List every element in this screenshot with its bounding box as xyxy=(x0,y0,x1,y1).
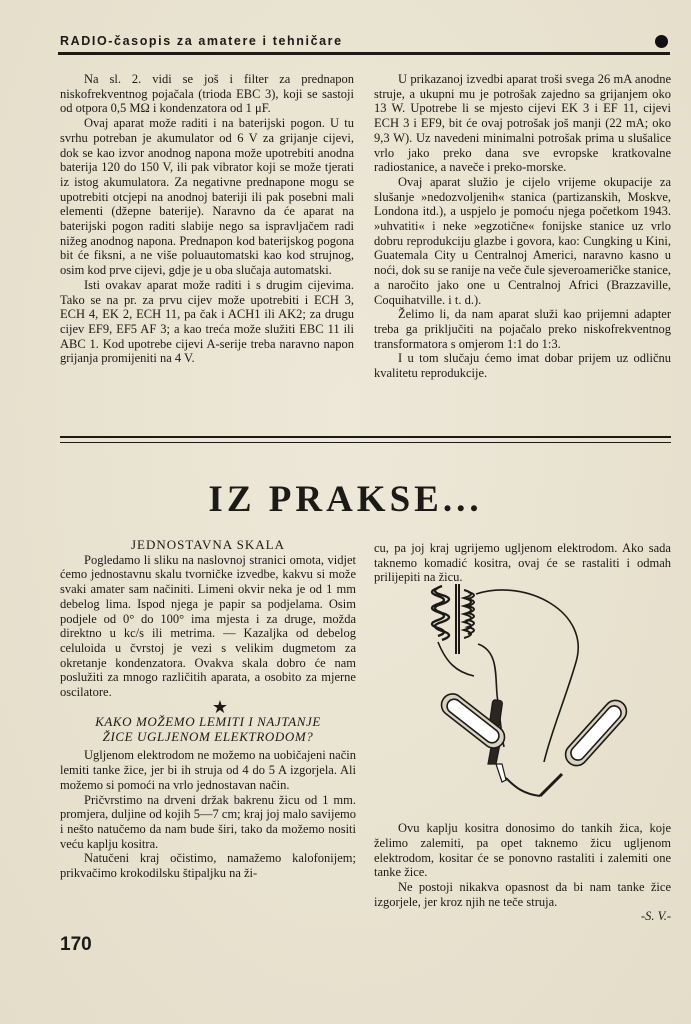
paragraph: Natučeni kraj očistimo, namažemo kalofonijem; prikvačimo krokodilsku štipaljku na ži- xyxy=(60,851,356,881)
top-right-column xyxy=(374,72,671,381)
paragraph: I u tom slučaju ćemo imat dobar prijem uz odličnu kvalitetu reprodukcije. xyxy=(374,351,671,381)
soldering-illustration xyxy=(416,582,638,822)
header-rule xyxy=(58,52,670,55)
paragraph: cu, pa joj kraj ugrijemo ugljenom elektrodom. Ako sada taknemo komadić kositra, ovaj će se rastaliti i odmah prilijepiti na žicu. xyxy=(374,541,671,585)
article-heading: JEDNOSTAVNA SKALA xyxy=(130,537,286,552)
running-head-text: RADIO-časopis za amatere i tehničare xyxy=(60,34,343,48)
paragraph: Pogledamo li sliku na naslovnoj stranici omota, vidjet ćemo jednostavnu skalu tvorničke izvedbe, kakvu si može svaki amater sam načiniti. Limeni okvir neka je od 1 mm debelog lima. Ispod njega je papir sa podjelama. Osim podjele od 0° do 100° ima mjesta i za druge, možda direktno u kc/s ili metrima. — Kazaljka od debelog celuloida u čvrstoj je vezi s velikim dugmetom za okretanje kondenzatora. Ovakva skala dobro će nam poslužiti za mnogo različitih aparata, a osobito za mjerne oscilatore. xyxy=(60,552,356,700)
header-bullet-icon xyxy=(655,35,668,48)
article-heading-line: ŽICE UGLJENOM ELEKTRODOM? xyxy=(102,729,314,745)
paragraph: Želimo li, da nam aparat služi kao prijemni adapter treba ga priključiti na pojačalo preko niskofrekventnog transformatora s omjerom 1:1 do 1:3. xyxy=(374,307,671,351)
star-separator-icon: ★ xyxy=(211,696,229,717)
article-heading-line: KAKO MOŽEMO LEMITI I NAJTANJE xyxy=(95,714,321,730)
paragraph: Ugljenom elektrodom ne možemo na uobičajeni način lemiti tanke žice, jer bi ih struja od 4 do 5 A izgorjela. Ali možemo si pomoći na vrlo jednostavan način. xyxy=(60,748,356,792)
top-left-column xyxy=(60,72,354,366)
paragraph: Ne postoji nikakva opasnost da bi nam tanke žice izgorjele, jer kroz njih ne teče struja. xyxy=(374,879,671,909)
coil-icon xyxy=(432,586,449,640)
article-heading xyxy=(60,714,356,744)
paragraph: Na sl. 2. vidi se još i filter za prednapon niskofrekventnog pojačala (trioda EBC 3), koji se sastoji od otpora 0,5 MΩ i kondenzatora od 1 μF. xyxy=(60,72,354,116)
transformer-icon xyxy=(456,584,474,654)
paragraph: U prikazanoj izvedbi aparat troši svega 26 mA anodne struje, a ukupni mu je potrošak zajedno sa grijanjem oko 13 W. Upotrebe li se mjesto cijevi EK 3 i EF 11, cijevi ECH 3 i EF9, bit će ovaj potrošak još manji (22 mA; oko 9,3 W). Uz navedeni minimalni potrošak prima u slušalice vrlo jako preko dana sve evropske kratkovalne radiostanice, a naveče i preko-morske. xyxy=(374,72,671,175)
paragraph: Ovu kaplju kositra donosimo do tankih žica, koje želimo zalemiti, pa opet taknemo žicu ugljenom elektrodom, kositar će se ponovno rastaliti i zalemiti one tanke žice. xyxy=(374,821,671,880)
section-divider xyxy=(60,436,671,443)
paragraph: Pričvrstimo na drveni držak bakrenu žicu od 1 mm. promjera, duljine od kojih 5—7 cm; kraj joj malo savijemo i nešto natučemo da nam bude širi, tako da možemo nositi veću kaplju kositra. xyxy=(60,792,356,851)
paragraph: Ovaj aparat može raditi i na baterijski pogon. U tu svrhu potreban je akumulator od 6 V za grijanje cijevi, dok se kao izvor anodnog napona može upotrebiti anodna baterija 120 do 150 V, ili pak vibrator koji se može tjerati iz istog akumulatora. Za negativne prednapone mogu se upotrebiti otcjepi na anodnoj bateriji ili pak posebni mali elementi (džepne baterije). Naravno da će aparat na baterijski pogon raditi slabije nego sa ispravljačem radi nižeg anodnog napona. Prednapon kod baterijskog pogona bit će fiksni, a ne više poluautomatski kao kod strujnog, osim kod prve cijevi, gdje je u oba slučaja automatski. xyxy=(60,116,354,278)
author-signature: -S. V.- xyxy=(641,909,671,924)
paragraph: Ovaj aparat služio je cijelo vrijeme okupacije za slušanje »nedozvoljenih« stanica (partizanskih, Moskve, Londona itd.), a uspjelo je pomoću njega početkom 1943. »uhvatiti« i neke »egzotične« fonijske stanice uz vrlo dobru reprodukciju glazbe i govora, kao: Cungking u Kini, Guatemala City u Centralnoj Americi, naravno kasno u noći, dok su se ranije na veče čule sjeveroameričke stanice, a naročito jako one u Centralnoj Africi (Brazzaville, Coquihatville. i t. d.). xyxy=(374,174,671,307)
paragraph: Isti ovakav aparat može raditi i s drugim cijevima. Tako se na pr. za prvu cijev može upotrebiti i ECH 3, ECH 4, EK 2, ECH 11, pa čak i ACH1 ili AK2; za drugu cijev EF9, EF5 AF 3; a kao treća može služiti EBC 11 ili ABC 1. Kod upotrebe cijevi A-serije treba naravno napon grijanja promijeniti na 4 V. xyxy=(60,277,354,366)
section-title: IZ PRAKSE... xyxy=(208,479,483,520)
copper-wire-tip-icon xyxy=(506,778,540,796)
running-head xyxy=(60,34,670,48)
carbon-electrode-icon xyxy=(540,696,631,796)
bottom-left-column xyxy=(60,538,356,881)
page-number: 170 xyxy=(60,934,92,955)
